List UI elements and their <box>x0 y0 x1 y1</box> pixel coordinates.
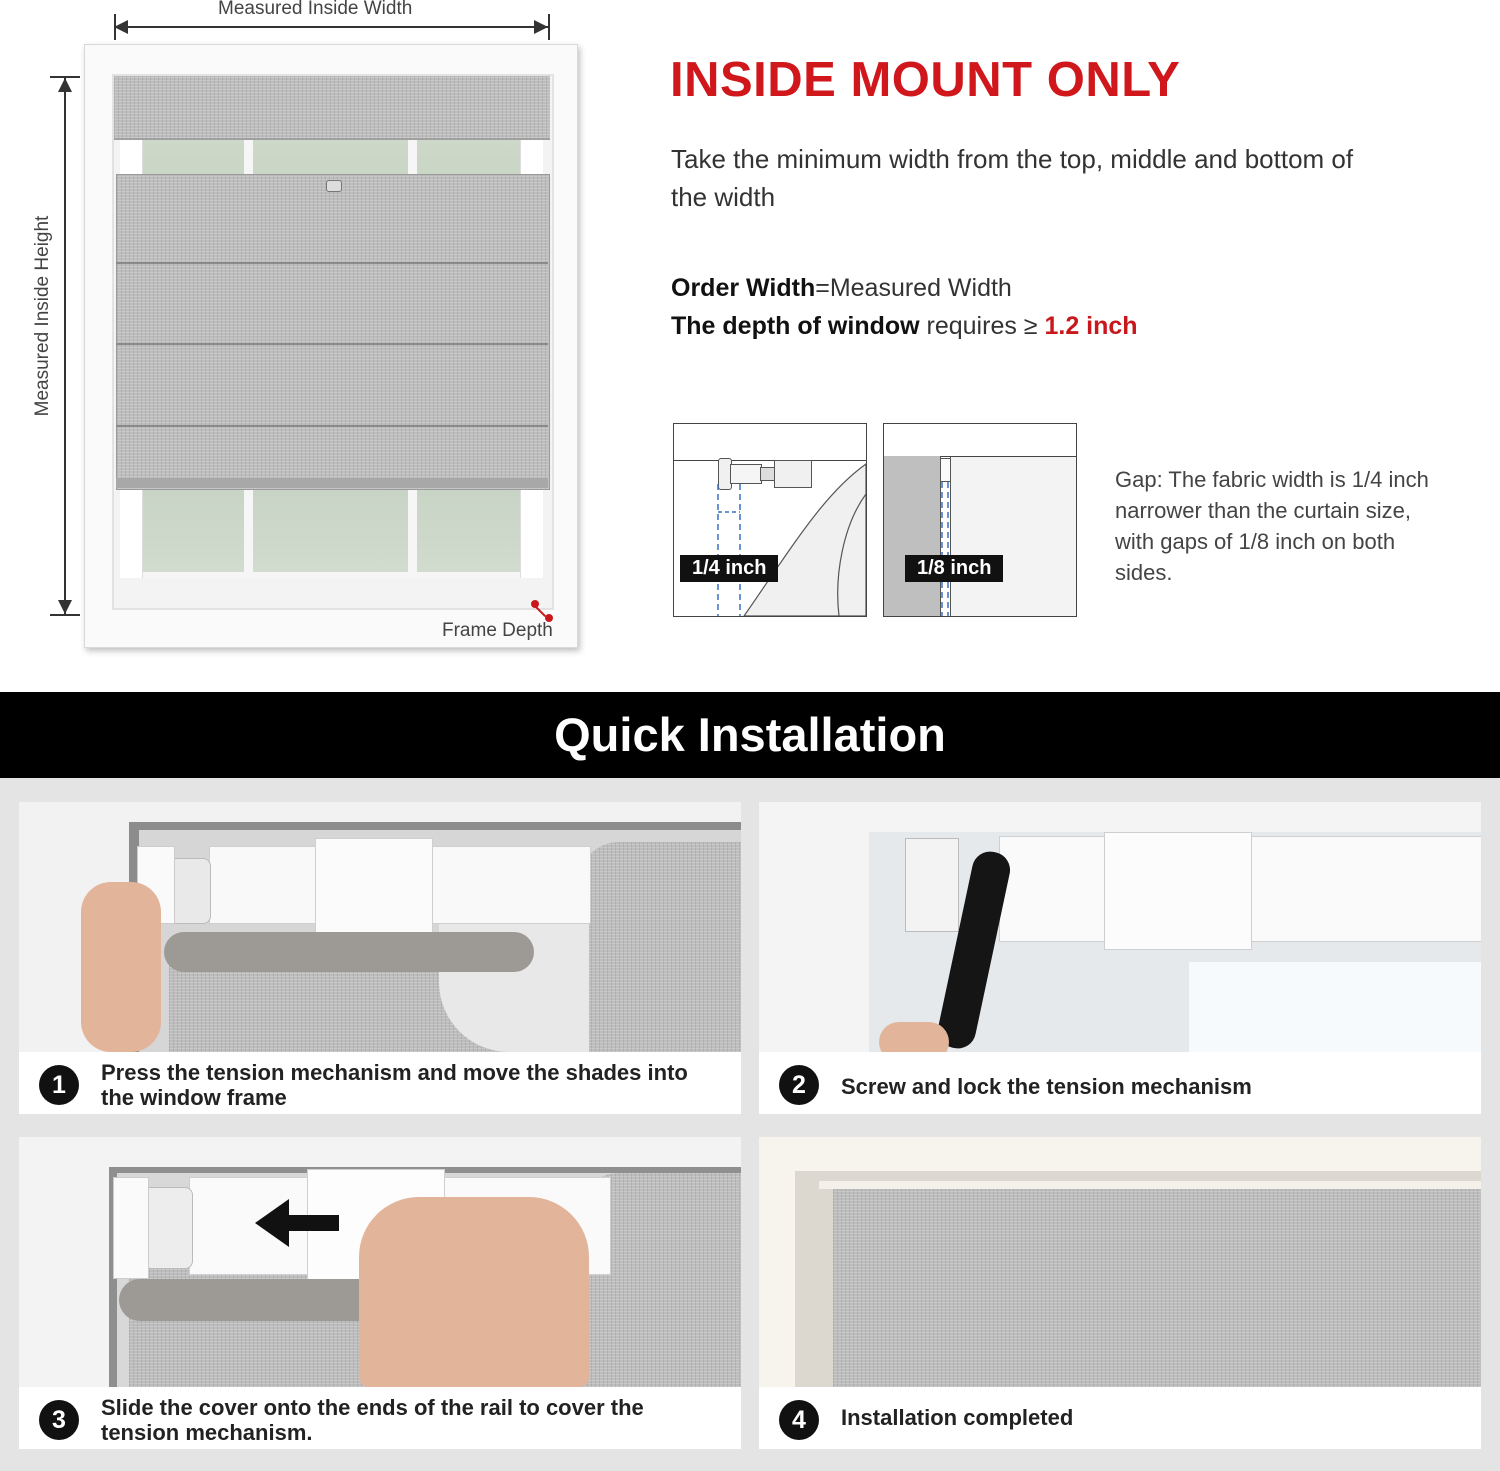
height-dimension-line <box>64 76 66 616</box>
step-text-1: Press the tension mechanism and move the shades into the window frame <box>101 1060 688 1110</box>
depth-requirement-line <box>671 312 1138 341</box>
section-title: Quick Installation <box>554 708 946 761</box>
step-number-1: 1 <box>39 1065 79 1105</box>
step-3-photo <box>19 1137 741 1387</box>
headline: INSIDE MOUNT ONLY <box>670 53 1181 107</box>
hand <box>359 1197 589 1387</box>
tension-knob-icon <box>143 1187 193 1269</box>
step-text-3: Slide the cover onto the ends of the rail to cover the tension mechanism. <box>101 1395 644 1445</box>
depth-value: 1.2 inch <box>1044 312 1138 340</box>
depth-text: requires ≥ <box>919 312 1045 340</box>
step-2-photo <box>759 802 1481 1052</box>
step-number-4: 4 <box>779 1400 819 1440</box>
frame-depth-label: Frame Depth <box>442 620 553 641</box>
step-card-1 <box>19 802 741 1114</box>
width-dimension-label: Measured Inside Width <box>218 0 413 19</box>
arrow-up-icon <box>58 78 72 92</box>
roman-shade <box>116 174 550 490</box>
hand <box>81 882 161 1052</box>
fabric-curve-icon <box>674 424 866 616</box>
section-banner <box>0 692 1500 778</box>
step-card-2 <box>759 802 1481 1114</box>
gap-explanation: Gap: The fabric width is 1/4 inch narrower than the curtain size, with gaps of 1/8 inch on both sides. <box>1115 467 1429 585</box>
step-text-4: Installation completed <box>841 1405 1074 1430</box>
gap-detail-eighth-inch <box>883 423 1077 617</box>
order-width-label: Order Width <box>671 274 816 302</box>
step-text-2: Screw and lock the tension mechanism <box>841 1074 1252 1099</box>
step-card-4 <box>759 1137 1481 1449</box>
step-number-3: 3 <box>39 1400 79 1440</box>
step-1-photo <box>19 802 741 1052</box>
height-dimension-label: Measured Inside Height <box>32 215 53 417</box>
eighth-inch-tag: 1/8 inch <box>905 555 1003 582</box>
arrow-down-icon <box>58 600 72 614</box>
quarter-inch-tag: 1/4 inch <box>680 555 778 582</box>
order-width-line <box>671 274 1012 303</box>
hand <box>879 1022 949 1052</box>
arrow-right-icon <box>534 20 548 34</box>
width-dimension-line <box>114 26 550 28</box>
arrow-left-icon <box>255 1199 339 1247</box>
step-number-2: 2 <box>779 1065 819 1105</box>
measure-instruction: Take the minimum width from the top, middle and bottom of the width <box>671 144 1354 212</box>
bracket <box>905 838 959 932</box>
depth-label: The depth of window <box>671 312 920 340</box>
measurement-diagram <box>0 0 640 660</box>
step-4-photo <box>759 1137 1481 1387</box>
arrow-left-icon <box>114 20 128 34</box>
gap-detail-quarter-inch <box>673 423 867 617</box>
shade-valance <box>114 76 550 140</box>
order-width-formula: =Measured Width <box>815 274 1012 302</box>
shade-cord-lock <box>326 180 342 192</box>
tension-knob-icon <box>169 858 211 924</box>
installed-shade <box>833 1189 1481 1387</box>
step-card-3 <box>19 1137 741 1449</box>
bottom-bar <box>164 932 534 972</box>
